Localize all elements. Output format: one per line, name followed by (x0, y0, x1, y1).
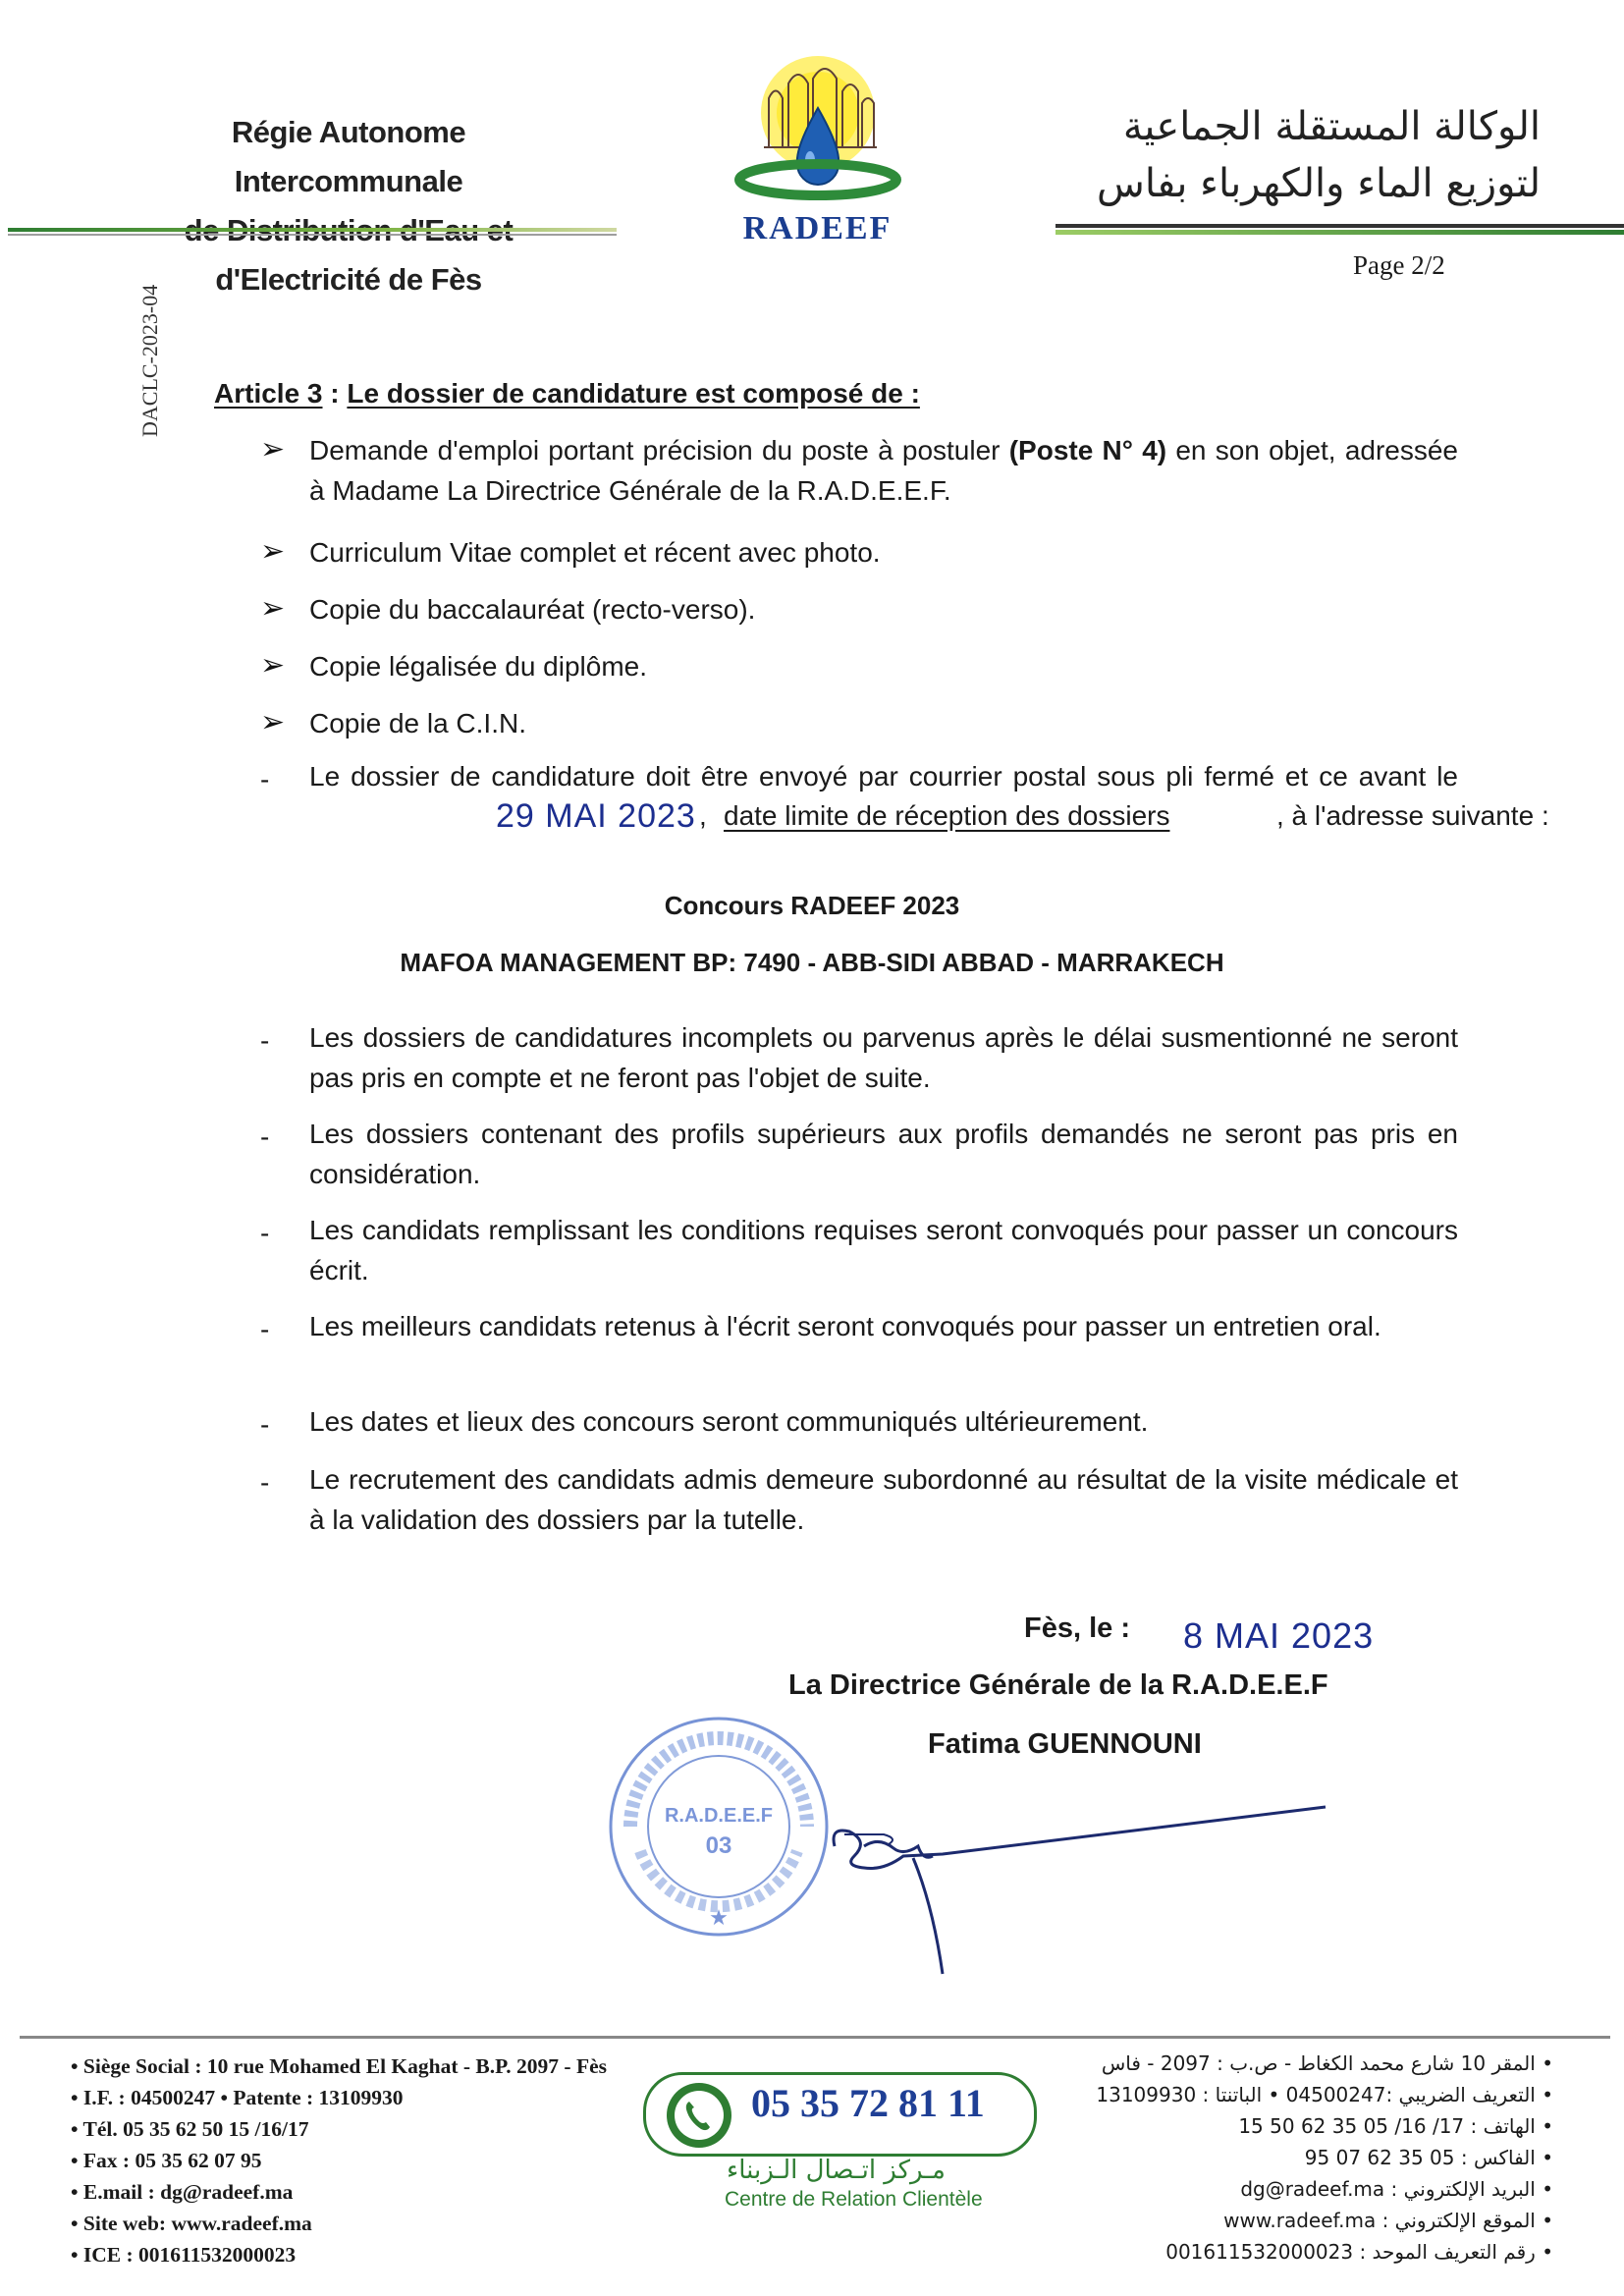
arrow-bullet-icon: ➢ (260, 706, 286, 738)
signatory-title: La Directrice Générale de la R.A.D.E.E.F (788, 1669, 1328, 1701)
footer-line: • E.mail : dg@radeef.ma (71, 2180, 294, 2204)
header-rule-left (8, 228, 617, 232)
address-intro: , à l'adresse suivante : (1276, 800, 1549, 831)
deadline-label: date limite de réception des dossiers (724, 800, 1170, 831)
list-item: Les dates et lieux des concours seront communiqués ultérieurement. (309, 1406, 1149, 1437)
list-item: Les dossiers contenant des profils supérieurs aux profils demandés ne seront pas pris en considération. (309, 1119, 1458, 1189)
footer-line: • الموقع الإلكتروني : www.radeef.ma (1223, 2209, 1553, 2232)
customer-center-label-ar: مـركز اتـصال الـزبناء (727, 2156, 946, 2185)
address-line-1: Concours RADEEF 2023 (664, 891, 960, 920)
footer-line: • البريد الإلكتروني : dg@radeef.ma (1240, 2177, 1553, 2201)
signature-date-stamp: 8 MAI 2023 (1183, 1615, 1375, 1656)
arrow-bullet-icon: ➢ (260, 649, 286, 682)
radeef-logo (715, 54, 921, 216)
customer-center-label-fr: Centre de Relation Clientèle (725, 2188, 983, 2211)
footer-contact-ar (1096, 2048, 1553, 2268)
footer-line: • الهاتف : 17/ 16/ 05 35 62 50 15 (1238, 2114, 1553, 2138)
org-name-ar-line2: لتوزيع الماء والكهرباء بفاس (1097, 161, 1541, 206)
footer-line: • Site web: www.radeef.ma (71, 2212, 312, 2235)
dash-bullet: - (260, 1218, 270, 1248)
list-item: Demande d'emploi portant précision du poste à postuler (Poste N° 4) en son objet, adressée à Madame La Directrice Générale de la R.A.D.E.E.F. (309, 435, 1458, 506)
article-separator: : (322, 378, 348, 409)
list-item: Le recrutement des candidats admis demeure subordonné au résultat de la visite médicale et à la validation des dossiers par la tutelle. (309, 1464, 1458, 1535)
dash-bullet: - (260, 1025, 270, 1056)
list-item: Copie de la C.I.N. (309, 708, 526, 738)
footer-line: • المقر 10 شارع محمد الكغاط - ص.ب : 2097 - فاس (1101, 2051, 1553, 2075)
list-item: Copie légalisée du diplôme. (309, 651, 647, 682)
signature-place: Fès, le : (1024, 1613, 1130, 1644)
arrow-bullet-icon: ➢ (260, 433, 286, 465)
org-name-ar (1030, 98, 1541, 212)
header-rule-left-shadow (8, 234, 617, 236)
deadline-comma: , (699, 800, 707, 831)
footer-line: • I.F. : 04500247 • Patente : 13109930 (71, 2086, 404, 2109)
deadline-date-stamp: 29 MAI 2023 (496, 797, 696, 835)
list-item: Les candidats remplissant les conditions requises seront convoqués pour passer un concours écrit. (309, 1215, 1458, 1285)
arrow-bullet-icon: ➢ (260, 535, 286, 568)
article-title: Le dossier de candidature est composé de : (347, 378, 920, 409)
org-name-ar-line1: الوكالة المستقلة الجماعية (1122, 104, 1541, 149)
document-reference: DACLC-2023-04 (137, 284, 162, 437)
article-label: Article 3 (214, 378, 323, 409)
svg-text:★: ★ (709, 1905, 729, 1930)
footer-line: • رقم التعريف الموحد : 001611532000023 (1165, 2240, 1553, 2264)
footer-rule (20, 2036, 1610, 2039)
list-item: Les meilleurs candidats retenus à l'écrit seront convoqués pour passer un entretien oral. (309, 1311, 1381, 1341)
list-item: Les dossiers de candidatures incomplets ou parvenus après le délai susmentionné ne seront pas pris en compte et ne feront pas l'objet de suite. (309, 1022, 1458, 1093)
header-rule-right-accent (1056, 230, 1624, 235)
list-item: Copie du baccalauréat (recto-verso). (309, 594, 756, 625)
footer-line: • التعريف الضريبي :04500247 • الباتنتا : 13109930 (1096, 2083, 1553, 2106)
footer-line: • ICE : 001611532000023 (71, 2243, 297, 2267)
address-line-2: MAFOA MANAGEMENT BP: 7490 - ABB-SIDI ABBAD - MARRAKECH (400, 948, 1224, 977)
article-heading (214, 378, 920, 410)
org-name-fr-line2: d'Electricité de Fès (215, 262, 482, 297)
list-item: Curriculum Vitae complet et récent avec photo. (309, 537, 881, 568)
org-name-fr-line1: Régie Autonome Intercommunale (231, 115, 466, 198)
svg-text:R.A.D.E.E.F: R.A.D.E.E.F (664, 1805, 774, 1827)
svg-text:03: 03 (705, 1832, 732, 1859)
page-number: Page 2/2 (1353, 250, 1445, 280)
official-seal-stamp (601, 1704, 837, 1949)
footer-line: • الفاكس : 05 35 62 07 95 (1304, 2146, 1553, 2169)
dash-bullet: - (260, 1121, 270, 1152)
logo-text: RADEEF (742, 210, 893, 246)
arrow-bullet-icon: ➢ (260, 592, 286, 625)
dash-bullet: - (260, 1314, 270, 1344)
phone-icon (664, 2080, 734, 2151)
dash-bullet: - (260, 1467, 270, 1498)
dash-bullet: - (260, 1409, 270, 1440)
org-name-fr (118, 108, 579, 304)
submission-line1: Le dossier de candidature doit être envoyé par courrier postal sous pli fermé et ce avant le (309, 761, 1458, 792)
customer-phone-number: 05 35 72 81 11 (751, 2081, 985, 2125)
footer-line: • Fax : 05 35 62 07 95 (71, 2149, 262, 2172)
footer-line: • Tél. 05 35 62 50 15 /16/17 (71, 2117, 309, 2141)
footer-line: • Siège Social : 10 rue Mohamed El Kaghat - B.P. 2097 - Fès (71, 2054, 607, 2078)
dash-bullet: - (260, 764, 270, 794)
signatory-name: Fatima GUENNOUNI (928, 1728, 1202, 1760)
handwritten-signature (825, 1787, 1335, 1984)
header-rule-right (1056, 224, 1624, 228)
footer-contact-fr (71, 2050, 607, 2270)
